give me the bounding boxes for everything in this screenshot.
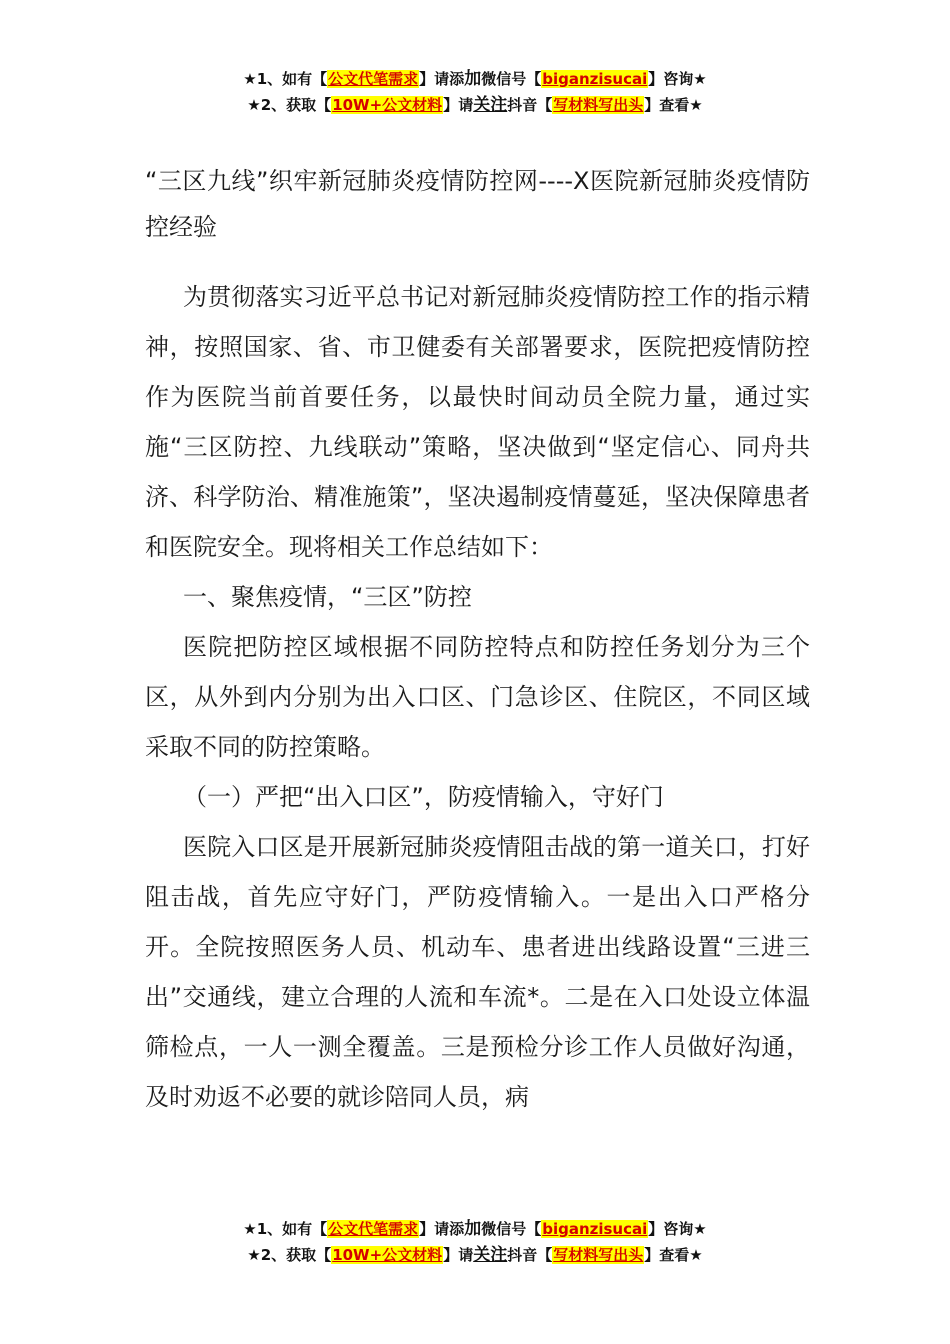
banner-line-2: ★2、获取【10W+公文材料】请关注抖音【写材料写出头】查看★ — [247, 95, 703, 115]
wechat-id-highlight: biganzisucai — [542, 70, 648, 88]
footer-banner — [0, 1216, 950, 1268]
banner-line-1: ★1、如有【公文代笔需求】请添加微信号【biganzisucai】咨询★ — [243, 1219, 707, 1239]
douyin-highlight: 写材料写出头 — [553, 96, 644, 114]
header-banner — [0, 66, 950, 118]
section-heading-1: 一、聚焦疫情，“三区”防控 — [183, 583, 472, 611]
materials-highlight: 10W+公文材料 — [332, 1246, 443, 1264]
banner-line-2: ★2、获取【10W+公文材料】请关注抖音【写材料写出头】查看★ — [247, 1245, 703, 1265]
document-body — [145, 158, 810, 1122]
materials-highlight: 10W+公文材料 — [332, 96, 443, 114]
ghostwriting-highlight: 公文代笔需求 — [328, 70, 419, 88]
douyin-highlight: 写材料写出头 — [553, 1246, 644, 1264]
wechat-id-highlight: biganzisucai — [542, 1220, 648, 1238]
banner-line-1: ★1、如有【公文代笔需求】请添加微信号【biganzisucai】咨询★ — [243, 69, 707, 89]
paragraph-entrance: 医院入口区是开展新冠肺炎疫情阻击战的第一道关口，打好阻击战，首先应守好门，严防疫情输入。一是出入口严格分开。全院按照医务人员、机动车、患者进出线路设置“三进三出”交通线，建立合理的人流和车流*。二是在入口处设立体温筛检点，一人一测全覆盖。三是预检分诊工作人员做好沟通，及时劝返不必要的就诊陪同人员，病 — [145, 833, 810, 1111]
ghostwriting-highlight: 公文代笔需求 — [328, 1220, 419, 1238]
paragraph-zones: 医院把防控区域根据不同防控特点和防控任务划分为三个区，从外到内分别为出入口区、门急诊区、住院区，不同区域采取不同的防控策略。 — [145, 633, 810, 761]
subsection-heading-1: （一）严把“出入口区”，防疫情输入，守好门 — [183, 783, 664, 811]
document-title: “三区九线”织牢新冠肺炎疫情防控网----X医院新冠肺炎疫情防控经验 — [145, 167, 810, 241]
paragraph-intro: 为贯彻落实习近平总书记对新冠肺炎疫情防控工作的指示精神，按照国家、省、市卫健委有关部署要求，医院把疫情防控作为医院当前首要任务，以最快时间动员全院力量，通过实施“三区防控、九线联动”策略，坚决做到“坚定信心、同舟共济、科学防治、精准施策”，坚决遏制疫情蔓延，坚决保障患者和医院安全。现将相关工作总结如下： — [145, 283, 810, 561]
